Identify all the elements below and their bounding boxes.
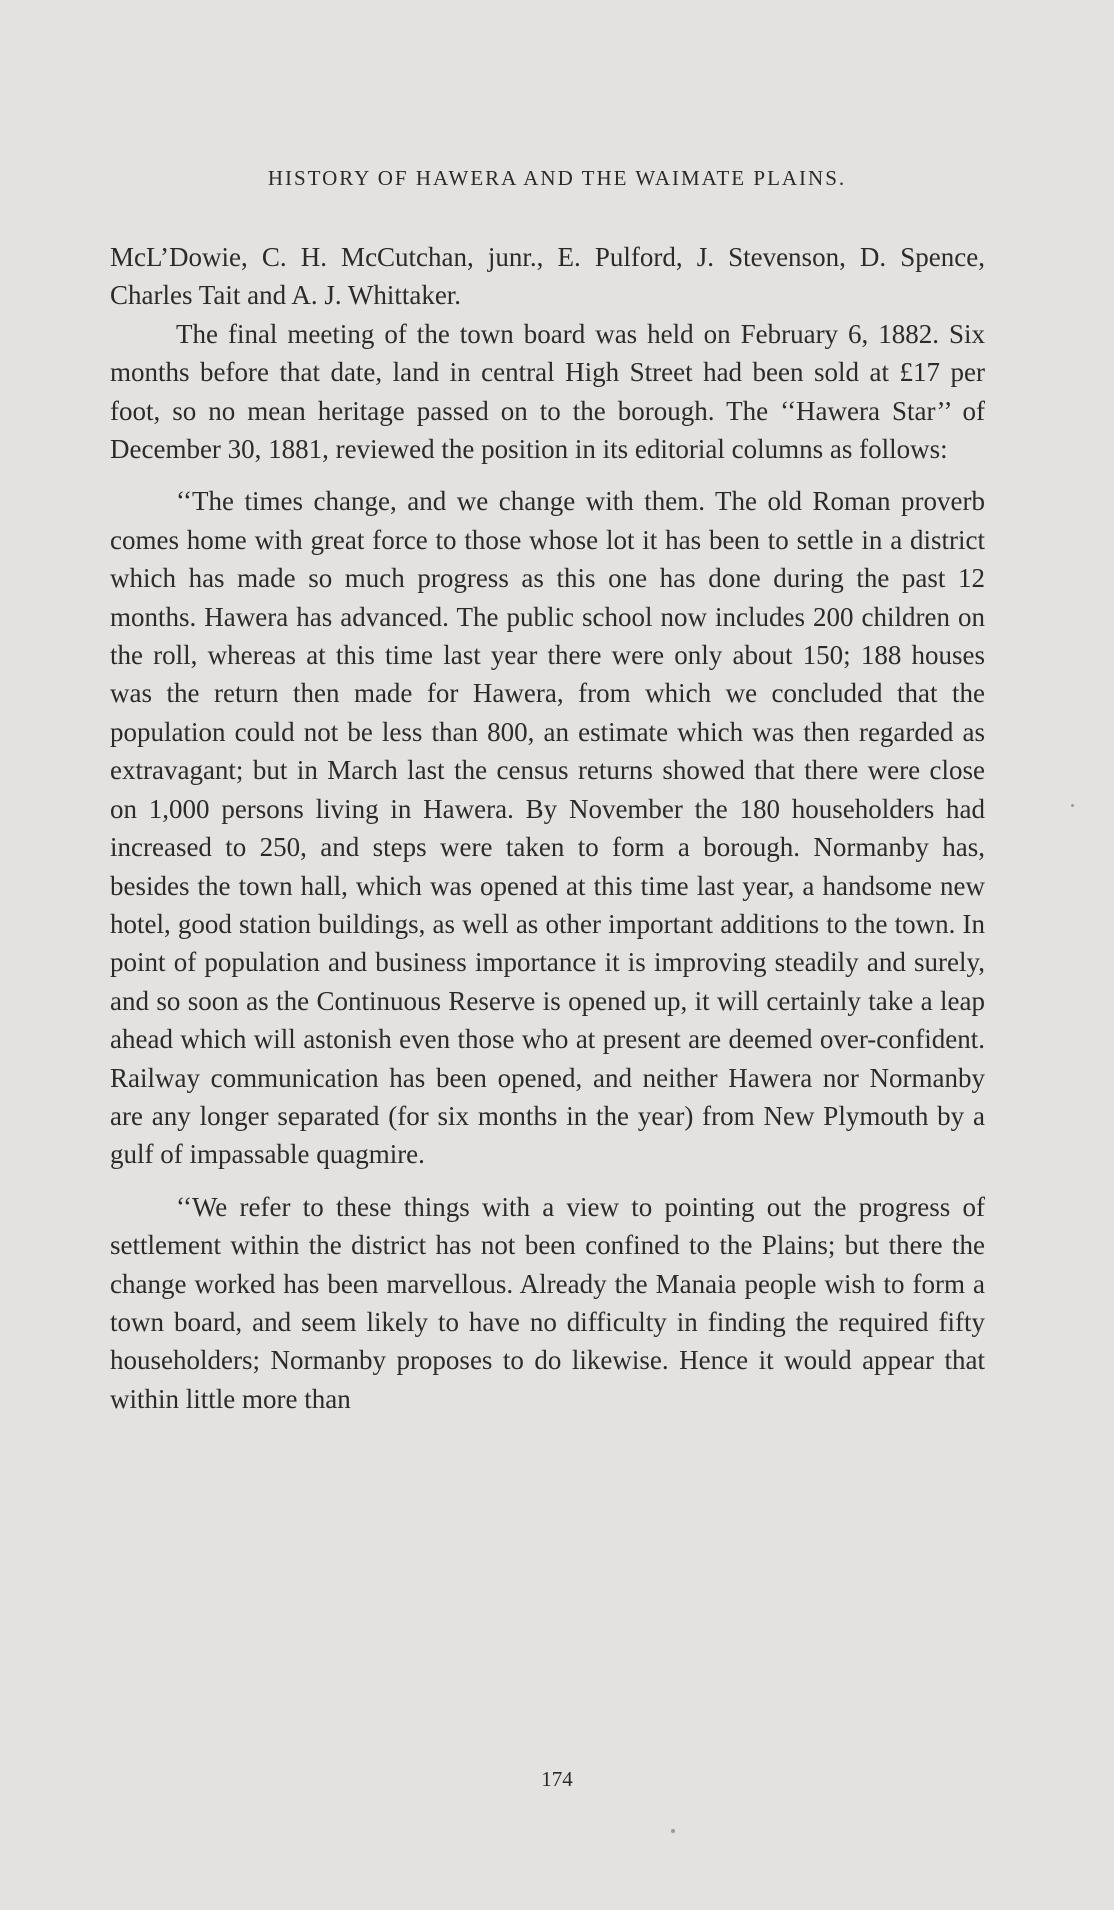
paper-speck [1071,804,1074,807]
paragraph-1: McL’Dowie, C. H. McCutchan, junr., E. Pulford, J. Stevenson, D. Spence, Charles Tait and A. J. Whittaker. [110,242,985,311]
running-header: HISTORY OF HAWERA AND THE WAIMATE PLAINS. [267,166,847,190]
body-text [110,238,985,1418]
paper-speck [671,1829,675,1833]
page-number: 174 [541,1767,573,1791]
paragraph-3: ‘‘The times change, and we change with them. The old Roman proverb comes home with great force to those whose lot it has been to settle in a district which has made so much progress as this one has done during the past 12 months. Hawera has advanced. The public school now includes 200 children on the roll, whereas at this time last year there were only about 150; 188 houses was the return then made for Hawera, from which we concluded that the population could not be less than 800, an estimate which was then regarded as extravagant; but in March last the census returns showed that there were close on 1,000 persons living in Hawera. By November the 180 householders had increased to 250, and steps were taken to form a borough. Normanby has, besides the town hall, which was opened at this time last year, a handsome new hotel, good station buildings, as well as other important additions to the town. In point of population and business importance it is improving steadily and surely, and so soon as the Continuous Reserve is opened up, it will certainly take a leap ahead which will astonish even those who at present are deemed over-confident. Railway communication has been opened, and neither Hawera nor Normanby are any longer separated (for six months in the year) from New Plymouth by a gulf of impassable quagmire. [110,486,985,1170]
paragraph-4: ‘‘We refer to these things with a view to pointing out the progress of settlement within the district has not been confined to the Plains; but there the change worked has been marvellous. Already the Manaia people wish to form a town board, and seem likely to have no difficulty in finding the required fifty householders; Normanby proposes to do likewise. Hence it would appear that within little more than [110,1191,985,1414]
paragraph-2: The final meeting of the town board was held on February 6, 1882. Six months before that date, land in central High Street had been sold at £17 per foot, so no mean heritage passed on to the borough. The ‘‘Hawera Star’’ of December 30, 1881, reviewed the position in its editorial columns as follows: [110,318,985,465]
